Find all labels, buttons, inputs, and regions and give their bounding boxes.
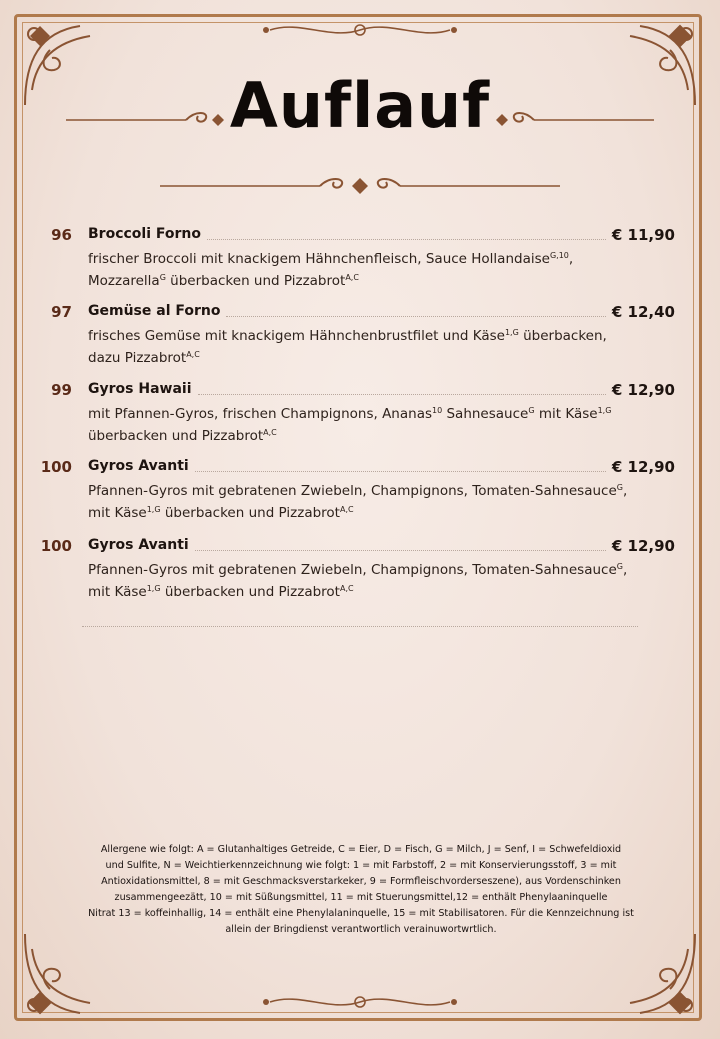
description-text: dazu Pizzabrot (88, 350, 187, 366)
dot-leader (207, 239, 606, 240)
allergen-superscript: A,C (339, 505, 354, 514)
item-number: 97 (51, 303, 72, 321)
allergen-superscript: G (616, 562, 623, 571)
item-price: € 12,90 (611, 381, 675, 399)
description-text: , (622, 483, 628, 499)
dot-leader (198, 394, 606, 395)
item-name: Gemüse al Forno (88, 303, 221, 319)
allergen-line: und Sulfite, N = Weichtierkennzeichnung wie folgt: 1 = mit Farbstoff, 2 = mit Konservierungsstoff, 3 = mit (105, 860, 617, 871)
item-number: 100 (40, 537, 72, 555)
allergen-superscript: 10 (432, 406, 443, 415)
allergen-superscript: 1,G (146, 584, 161, 593)
item-description (88, 480, 648, 524)
dot-leader (195, 471, 606, 472)
item-name: Gyros Avanti (88, 537, 189, 553)
description-text: überbacken und Pizzabrot (160, 505, 340, 521)
description-text: Mozzarella (88, 273, 160, 289)
description-line (88, 270, 648, 292)
description-text: frisches Gemüse mit knackigem Hähnchenbrustfilet und Käse (88, 328, 505, 344)
item-description (88, 403, 648, 447)
corner-ornament-bottom-right (610, 929, 700, 1019)
allergen-superscript: A,C (345, 273, 359, 282)
item-price: € 12,40 (611, 303, 675, 321)
item-price: € 12,90 (611, 537, 675, 555)
description-text: , (622, 562, 628, 578)
description-line (88, 480, 648, 502)
corner-ornament-bottom-left (20, 929, 110, 1019)
dot-leader (195, 550, 606, 551)
item-price: € 11,90 (611, 226, 675, 244)
description-text: Pfannen-Gyros mit gebratenen Zwiebeln, Champignons, Tomaten-Sahnesauce (88, 483, 617, 499)
allergen-line: Nitrat 13 = koffeinhallig, 14 = enthält eine Phenylalaninquelle, 15 = mit Stabilisatoren. Für die Kennzeichnung ist (88, 908, 634, 919)
description-text: , (568, 251, 574, 267)
dot-leader (226, 316, 606, 317)
item-description (88, 559, 648, 603)
allergen-superscript: A,C (339, 584, 354, 593)
item-name: Gyros Hawaii (88, 381, 192, 397)
item-price: € 12,90 (611, 458, 675, 476)
allergen-superscript: A,C (186, 350, 200, 359)
allergen-superscript: A,C (263, 428, 277, 437)
section-divider (82, 626, 638, 627)
item-name: Broccoli Forno (88, 226, 201, 242)
bottom-center-ornament (260, 990, 460, 1014)
allergen-superscript: G (159, 273, 166, 282)
allergen-superscript: G (616, 483, 623, 492)
description-line (88, 581, 648, 603)
description-text: mit Käse (534, 406, 598, 422)
item-number: 96 (51, 226, 72, 244)
allergen-superscript: G,10 (549, 251, 569, 260)
title-underline-ornament (160, 174, 560, 198)
description-line (88, 403, 648, 425)
allergen-superscript: 1,G (504, 328, 519, 337)
allergen-line: Allergene wie folgt: A = Glutanhaltiges Getreide, C = Eier, D = Fisch, G = Milch, J = Senf, I = Schwefeldioxid (100, 844, 622, 855)
description-line (88, 502, 648, 524)
item-number: 99 (51, 381, 72, 399)
description-text: Sahnesauce (442, 406, 529, 422)
top-center-ornament (260, 18, 460, 42)
description-text: überbacken und Pizzabrot (165, 273, 346, 289)
page-title: Auflauf (229, 69, 491, 142)
item-description (88, 248, 648, 292)
item-name: Gyros Avanti (88, 458, 189, 474)
description-text: Pfannen-Gyros mit gebratenen Zwiebeln, Champignons, Tomaten-Sahnesauce (88, 562, 617, 578)
allergen-line: allein der Bringdienst verantwortlich verainuwortwrtlich. (225, 924, 497, 935)
description-line (88, 325, 648, 347)
description-text: überbacken, (518, 328, 607, 344)
allergen-superscript: 1,G (146, 505, 161, 514)
description-line (88, 347, 648, 369)
description-line (88, 248, 648, 270)
allergen-superscript: G (528, 406, 535, 415)
description-text: überbacken und Pizzabrot (88, 428, 264, 444)
allergen-superscript: 1,G (597, 406, 612, 415)
allergen-notice (66, 842, 656, 938)
description-line (88, 425, 648, 447)
description-text: frischer Broccoli mit knackigem Hähnchenfleisch, Sauce Hollandaise (88, 251, 550, 267)
description-text: mit Käse (88, 584, 147, 600)
description-text: mit Käse (88, 505, 147, 521)
description-text: überbacken und Pizzabrot (160, 584, 340, 600)
item-description (88, 325, 648, 369)
item-number: 100 (40, 458, 72, 476)
description-line (88, 559, 648, 581)
allergen-line: zusammengeezätt, 10 = mit Süßungsmittel, 11 = mit Stuerungsmittel,12 = enthält Phenylaaninquelle (114, 892, 608, 903)
allergen-line: Antioxidationsmittel, 8 = mit Geschmacksverstarkeker, 9 = Formfleischvorderseszene), aus Vordenschinken (101, 876, 621, 887)
description-text: mit Pfannen-Gyros, frischen Champignons, Ananas (88, 406, 432, 422)
